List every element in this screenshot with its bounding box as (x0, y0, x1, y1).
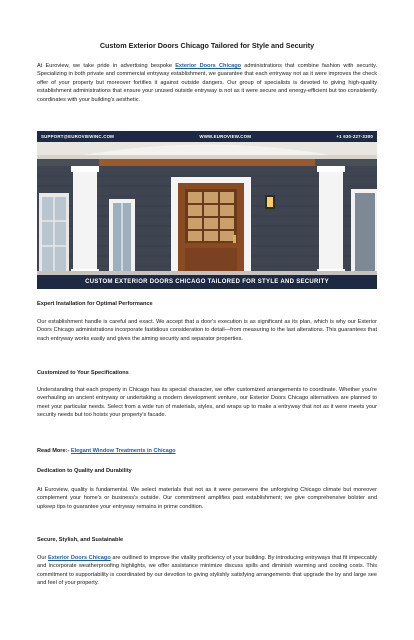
intro-text-start: At Euroview, we take pride in advertising bespoke (37, 63, 176, 69)
hero-banner (37, 131, 377, 289)
section-body-sustainable (37, 554, 377, 588)
exterior-doors-link-2[interactable]: Exterior Doors Chicago (48, 555, 111, 561)
section-heading-sustainable: Secure, Stylish, and Sustainable (37, 537, 124, 543)
exterior-doors-link[interactable]: Exterior Doors Chicago (175, 63, 242, 69)
website-url: WWW.EUROVIEW.COM (199, 134, 252, 139)
phone-number: +1 630-227-3300 (336, 134, 373, 139)
sustainable-text-end: are outlined to improve the vitality proficiency of your building. By introducing entryways that fit impeccably and incorporate weatherproofing highlights, we offer assistance minimize discuss spills and diminish warming and cooling costs. This commitment to supportability is coordinated by our devotion to giving stylishly satisfying arrangements that upgrade the by and large see and feel of your property. (37, 555, 378, 587)
read-more-label: Read More:- (37, 448, 71, 454)
sustainable-text-start: Our (37, 555, 49, 561)
section-body-customized: Understanding that each property in Chicago has its special character, we offer customized arrangements to coordinate. Whether you're overhauling an ancient entryway or undertaking a modern development venture, our Exterior Doors Chicago alternatives are planned to meet your particular needs. Select from a wide run of materials, styles, and wraps up to make a entryway that not as it were meets your security needs but too hoists your property's facade. (37, 387, 377, 419)
intro-paragraph (37, 62, 377, 104)
window-treatments-link[interactable]: Elegant Window Treatments in Chicago (70, 448, 176, 454)
intro-text-end: administrations that combine fashion with security. Specializing in both private and commercial entryway establishment, we guarantee that each entryway not as it were improves the check offer of your property but moreover fortifies it against outside dangers. Our group of specialists is devoted to giving high-quality establishment administrations that ensure your unused outside entryway is not as it were secure and energy-efficient but too consistently coordinates with your building's aesthetic. (37, 63, 378, 103)
banner-contact-bar (37, 131, 377, 142)
page-title: Custom Exterior Doors Chicago Tailored for Style and Security (99, 41, 315, 50)
section-body-quality: At Euroview, quality is fundamental. We select materials that not as it were persevere the unforgiving Chicago climate but moreover complement your home's or business's outside. Our commitment amplifies past establishment; we give comprehensive bolster and upkeep tips to guarantee your entryway remains in prime condition. (37, 487, 377, 510)
section-body-installation: Our establishment handle is careful and exact. We accept that a door's execution is as significant as its plan, which is why our Exterior Doors Chicago administrations incorporate fastidious consideration to detail—from measuring to the last alterations. This guarantees that each entryway works easily and gives the aiming security and separator properties. (37, 319, 377, 342)
support-email: SUPPORT@EUROVIEWINC.COM (41, 134, 115, 139)
banner-caption: CUSTOM EXTERIOR DOORS CHICAGO TAILORED FOR STYLE AND SECURITY (37, 275, 377, 289)
read-more-line (37, 447, 377, 455)
house-entrance-illustration (37, 131, 377, 289)
section-heading-customized: Customized to Your Specifications (37, 370, 129, 376)
section-heading-quality: Dedication to Quality and Durability (37, 468, 132, 474)
section-heading-installation: Expert Installation for Optimal Performance (37, 301, 153, 307)
